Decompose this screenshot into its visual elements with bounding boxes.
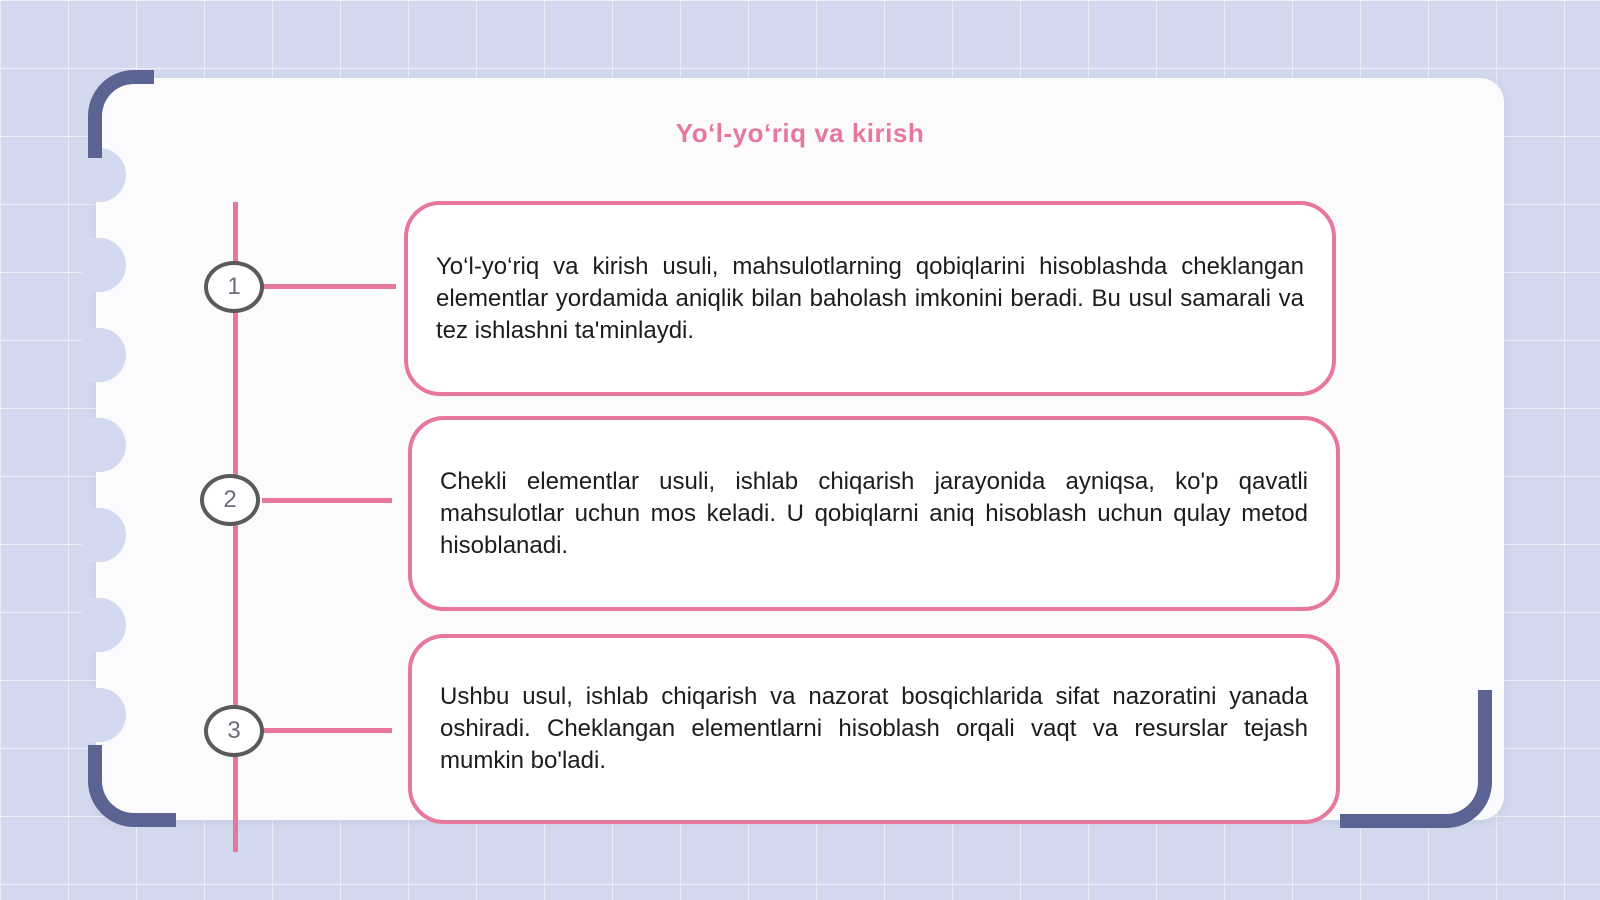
step-card-text: Ushbu usul, ishlab chiqarish va nazorat bosqichlarida sifat nazoratini yanada oshiradi. Cheklangan elementlarni hisoblash orqali vaqt va resurslar tejash mumkin bo'ladi.: [440, 683, 1308, 774]
step-number-badge: 2: [200, 474, 260, 526]
timeline-connector: [262, 284, 396, 289]
timeline-connector: [262, 728, 392, 733]
timeline-connector: [262, 498, 392, 503]
step-number-badge: 3: [204, 705, 264, 757]
step-card: [408, 634, 1340, 824]
step-card-text: Yo‘l-yo‘riq va kirish usuli, mahsulotlarning qobiqlarini hisoblashda cheklangan elementlar yordamida aniqlik bilan baholash imkonini beradi. Bu usul samarali va tez ishlashni ta'minlaydi.: [436, 252, 1304, 344]
step-card: [408, 416, 1340, 611]
step-number-badge: 1: [204, 261, 264, 313]
step-card-text: Chekli elementlar usuli, ishlab chiqarish jarayonida ayniqsa, ko'p qavatli mahsulotlar uchun mos keladi. U qobiqlarni aniq hisoblash uchun qulay metod hisoblanadi.: [440, 467, 1308, 559]
corner-bracket-top-left: [88, 70, 154, 158]
step-card: [404, 201, 1336, 396]
corner-bracket-bottom-right: [1340, 690, 1492, 828]
slide-title: Yoʻl-yoʻriq va kirish: [675, 118, 925, 148]
corner-bracket-bottom-left: [88, 745, 176, 827]
